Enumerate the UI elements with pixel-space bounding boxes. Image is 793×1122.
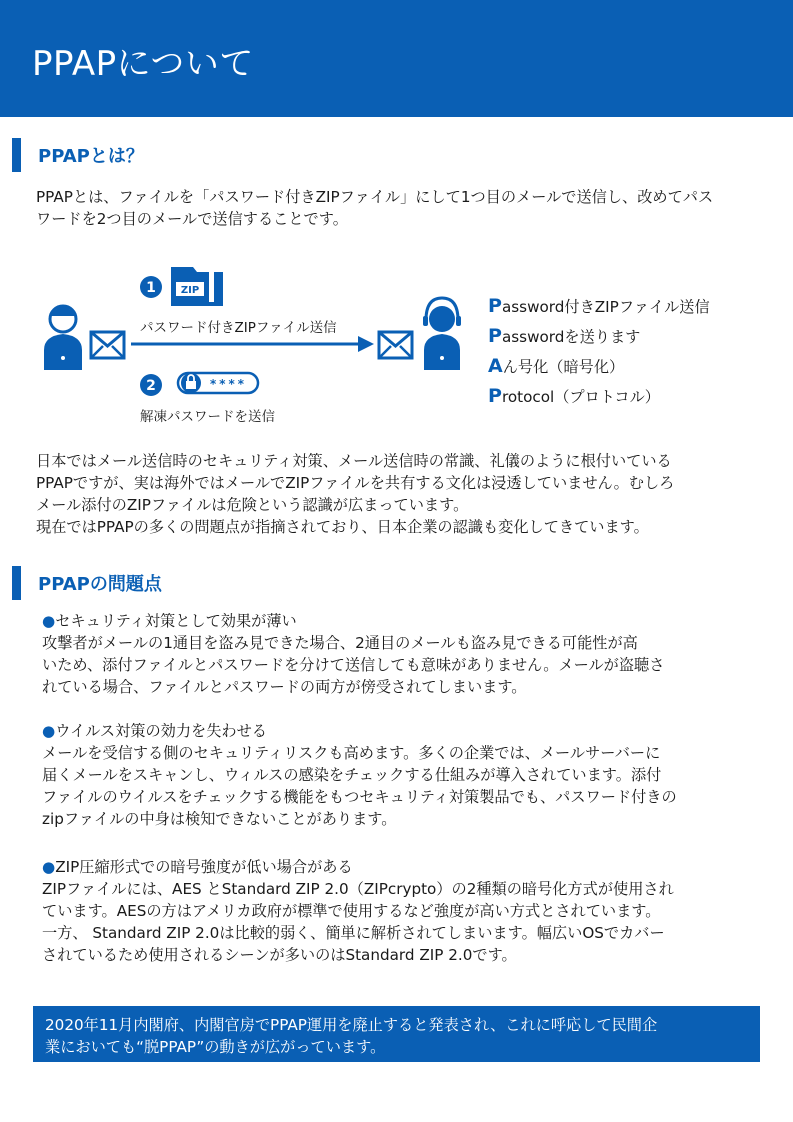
- problem-line: ています。AESの方はアメリカ政府が標準で使用するなど強度が高い方式とされています。: [42, 902, 661, 920]
- section-title: PPAPとは？: [38, 146, 144, 167]
- problem-heading: [42, 856, 782, 878]
- ppap-acronym-list: [488, 292, 710, 412]
- page-title: PPAPについて: [32, 44, 254, 84]
- body-line: 日本ではメール送信時のセキュリティ対策、メール送信時の常識、礼儀のように根付いている: [36, 452, 672, 470]
- step-1-badge: [140, 276, 162, 298]
- section-marker: [12, 566, 21, 600]
- problem-item: [42, 720, 782, 830]
- ppap-word: asswordを送ります: [501, 328, 641, 346]
- problem-line: されているため使用されるシーンが多いのはStandard ZIP 2.0です。: [42, 946, 517, 964]
- ppap-row: [488, 322, 710, 352]
- problem-line: メールを受信する側のセキュリティリスクも高めます。多くの企業では、メールサーバーに: [42, 744, 661, 762]
- problem-item: [42, 610, 782, 698]
- footer-banner: [33, 1006, 760, 1062]
- problem-line: zipファイルの中身は検知できないことがあります。: [42, 810, 397, 828]
- problem-line: ファイルのウイルスをチェックする機能をもつセキュリティ対策製品でも、パスワード付きの: [42, 788, 677, 806]
- bullet-icon: ●: [42, 858, 56, 876]
- problem-heading: [42, 610, 782, 632]
- ppap-word: ん号化（暗号化）: [502, 358, 625, 376]
- bullet-icon: ●: [42, 722, 56, 740]
- problem-heading-text: セキュリティ対策として効果が薄い: [55, 612, 297, 630]
- problem-heading-text: ZIP圧縮形式での暗号強度が低い場合がある: [55, 858, 353, 876]
- ppap-row: [488, 292, 710, 322]
- sender-mail-icon: [91, 332, 124, 358]
- section-marker: [12, 138, 21, 172]
- problem-line: 届くメールをスキャンし、ウィルスの感染をチェックする仕組みが導入されています。添付: [42, 766, 662, 784]
- password-field-icon: [178, 373, 258, 393]
- section-title: PPAPの問題点: [38, 574, 162, 595]
- footer-line: 業においても“脱PPAP”の動きが広がっています。: [45, 1038, 386, 1056]
- header-banner: [0, 0, 793, 117]
- intro-line: PPAPとは、ファイルを「パスワード付きZIPファイル」にして1つ目のメールで送信し、改めてパス: [36, 188, 714, 206]
- problem-heading-text: ウイルス対策の効力を失わせる: [55, 722, 267, 740]
- footer-line: 2020年11月内閣府、内閣官房でPPAP運用を廃止すると発表され、これに呼応して民間企: [45, 1016, 658, 1034]
- zip-icon-text: ZIP: [180, 285, 200, 296]
- problem-heading: [42, 720, 782, 742]
- problem-line: いため、添付ファイルとパスワードを分けて送信しても意味がありません。メールが盗聴さ: [42, 656, 665, 674]
- body-line: メール添付のZIPファイルは危険という認識が広まっています。: [36, 496, 469, 514]
- ppap-word: assword付きZIPファイル送信: [501, 298, 710, 316]
- section-heading-what-is-ppap: [12, 138, 144, 172]
- sender-person-icon: [44, 306, 82, 370]
- ppap-initial: A: [488, 355, 503, 377]
- step-2-label: 解凍パスワードを送信: [140, 409, 275, 425]
- background-paragraph: [36, 450, 776, 538]
- intro-paragraph: [36, 186, 776, 230]
- ppap-row: [488, 382, 710, 412]
- svg-text:2: 2: [146, 378, 156, 394]
- receiver-mail-icon: [379, 332, 412, 358]
- body-line: PPAPですが、実は海外ではメールでZIPファイルを共有する文化は浸透していません。むしろ: [36, 474, 675, 492]
- problem-line: 一方、 Standard ZIP 2.0は比較的弱く、簡単に解析されてしまいます。幅広いOSでカバー: [42, 924, 665, 942]
- problem-line: ZIPファイルには、AES とStandard ZIP 2.0（ZIPcrypto）の2種類の暗号化方式が使用され: [42, 880, 674, 898]
- password-mask: ****: [209, 377, 247, 391]
- ppap-initial: P: [488, 295, 502, 317]
- body-line: 現在ではPPAPの多くの問題点が指摘されており、日本企業の認識も変化してきています。: [36, 518, 649, 536]
- bullet-icon: ●: [42, 612, 56, 630]
- ppap-row: [488, 352, 710, 382]
- ppap-word: rotocol（プロトコル）: [501, 388, 660, 406]
- problem-line: 攻撃者がメールの1通目を盗み見できた場合、2通目のメールも盗み見できる可能性が高: [42, 634, 638, 652]
- problem-item: [42, 856, 782, 966]
- ppap-initial: P: [488, 325, 502, 347]
- problem-line: れている場合、ファイルとパスワードの両方が傍受されてしまいます。: [42, 678, 527, 696]
- zip-folder-icon: [171, 267, 223, 306]
- intro-line: ワードを2つ目のメールで送信することです。: [36, 210, 348, 228]
- step-1-label: パスワード付きZIPファイル送信: [140, 320, 337, 336]
- svg-text:1: 1: [146, 280, 156, 296]
- send-arrow-icon: [131, 336, 374, 352]
- receiver-person-icon: [423, 298, 461, 370]
- step-2-badge: [140, 374, 162, 396]
- ppap-initial: P: [488, 385, 502, 407]
- section-heading-ppap-problems: [12, 566, 162, 600]
